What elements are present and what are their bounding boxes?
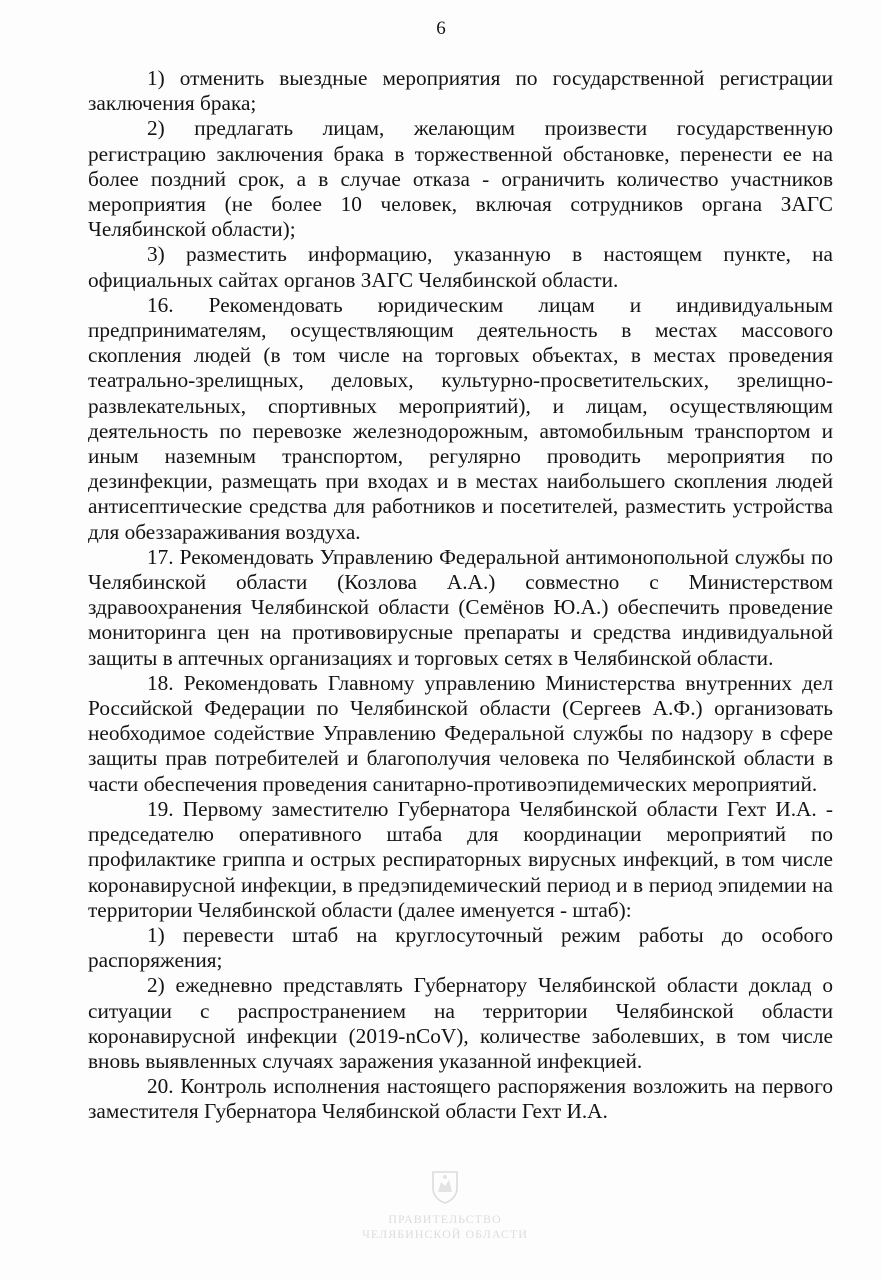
document-body	[88, 66, 833, 1125]
paragraph-19: 19. Первому заместителю Губернатора Челябинской области Гехт И.А. - председателю оперативного штаба для координации мероприятий по профилактике гриппа и острых респираторных вирусных инфекций, в том числе коронавирусной инфекции, в предэпидемический период и в период эпидемии на территории Челябинской области (далее именуется - штаб):	[88, 796, 833, 922]
paragraph-16: 16. Рекомендовать юридическим лицам и индивидуальным предпринимателям, осуществляющим деятельность в местах массового скопления людей (в том числе на торговых объектах, в местах проведения театрально-зрелищных, деловых, культурно-просветительских, зрелищно-развлекательных, спортивных мероприятий), и лицам, осуществляющим деятельность по перевозке железнодорожным, автомобильным транспортом и иным наземным транспортом, регулярно проводить мероприятия по дезинфекции, размещать при входах и в местах наибольшего скопления людей антисептические средства для работников и посетителей, разместить устройства для обеззараживания воздуха.	[88, 292, 833, 544]
paragraph-item-2: 2) предлагать лицам, желающим произвести государственную регистрацию заключения брака в торжественной обстановке, перенести ее на более поздний срок, а в случае отказа - ограничить количество участников мероприятия (не более 10 человек, включая сотрудников органа ЗАГС Челябинской области);	[88, 116, 833, 242]
watermark-line-2: ЧЕЛЯБИНСКОЙ ОБЛАСТИ	[362, 1227, 528, 1241]
paragraph-17: 17. Рекомендовать Управлению Федеральной антимонопольной службы по Челябинской области (Козлова А.А.) совместно с Министерством здравоохранения Челябинской области (Семёнов Ю.А.) обеспечить проведение мониторинга цен на противовирусные препараты и средства индивидуальной защиты в аптечных организациях и торговых сетях в Челябинской области.	[88, 544, 833, 670]
paragraph-19-item-2: 2) ежедневно представлять Губернатору Челябинской области доклад о ситуации с распространением на территории Челябинской области коронавирусной инфекции (2019-nCoV), количестве заболевших, в том числе вновь выявленных случаях заражения указанной инфекцией.	[88, 973, 833, 1073]
page-number: 6	[436, 18, 446, 39]
paragraph-18: 18. Рекомендовать Главному управлению Министерства внутренних дел Российской Федерации по Челябинской области (Сергеев А.Ф.) организовать необходимое содействие Управлению Федеральной службы по надзору в сфере защиты прав потребителей и благополучия человека по Челябинской области в части обеспечения проведения санитарно-противоэпидемических мероприятий.	[88, 670, 833, 796]
government-watermark	[330, 1170, 560, 1242]
watermark-line-1: ПРАВИТЕЛЬСТВО	[388, 1212, 502, 1226]
paragraph-item-1: 1) отменить выездные мероприятия по государственной регистрации заключения брака;	[88, 66, 833, 116]
coat-of-arms-icon	[431, 1170, 459, 1204]
paragraph-item-3: 3) разместить информацию, указанную в настоящем пункте, на официальных сайтах органов ЗАГС Челябинской области.	[88, 242, 833, 292]
paragraph-19-item-1: 1) перевести штаб на круглосуточный режим работы до особого распоряжения;	[88, 922, 833, 973]
paragraph-20: 20. Контроль исполнения настоящего распоряжения возложить на первого заместителя Губернатора Челябинской области Гехт И.А.	[88, 1074, 833, 1124]
